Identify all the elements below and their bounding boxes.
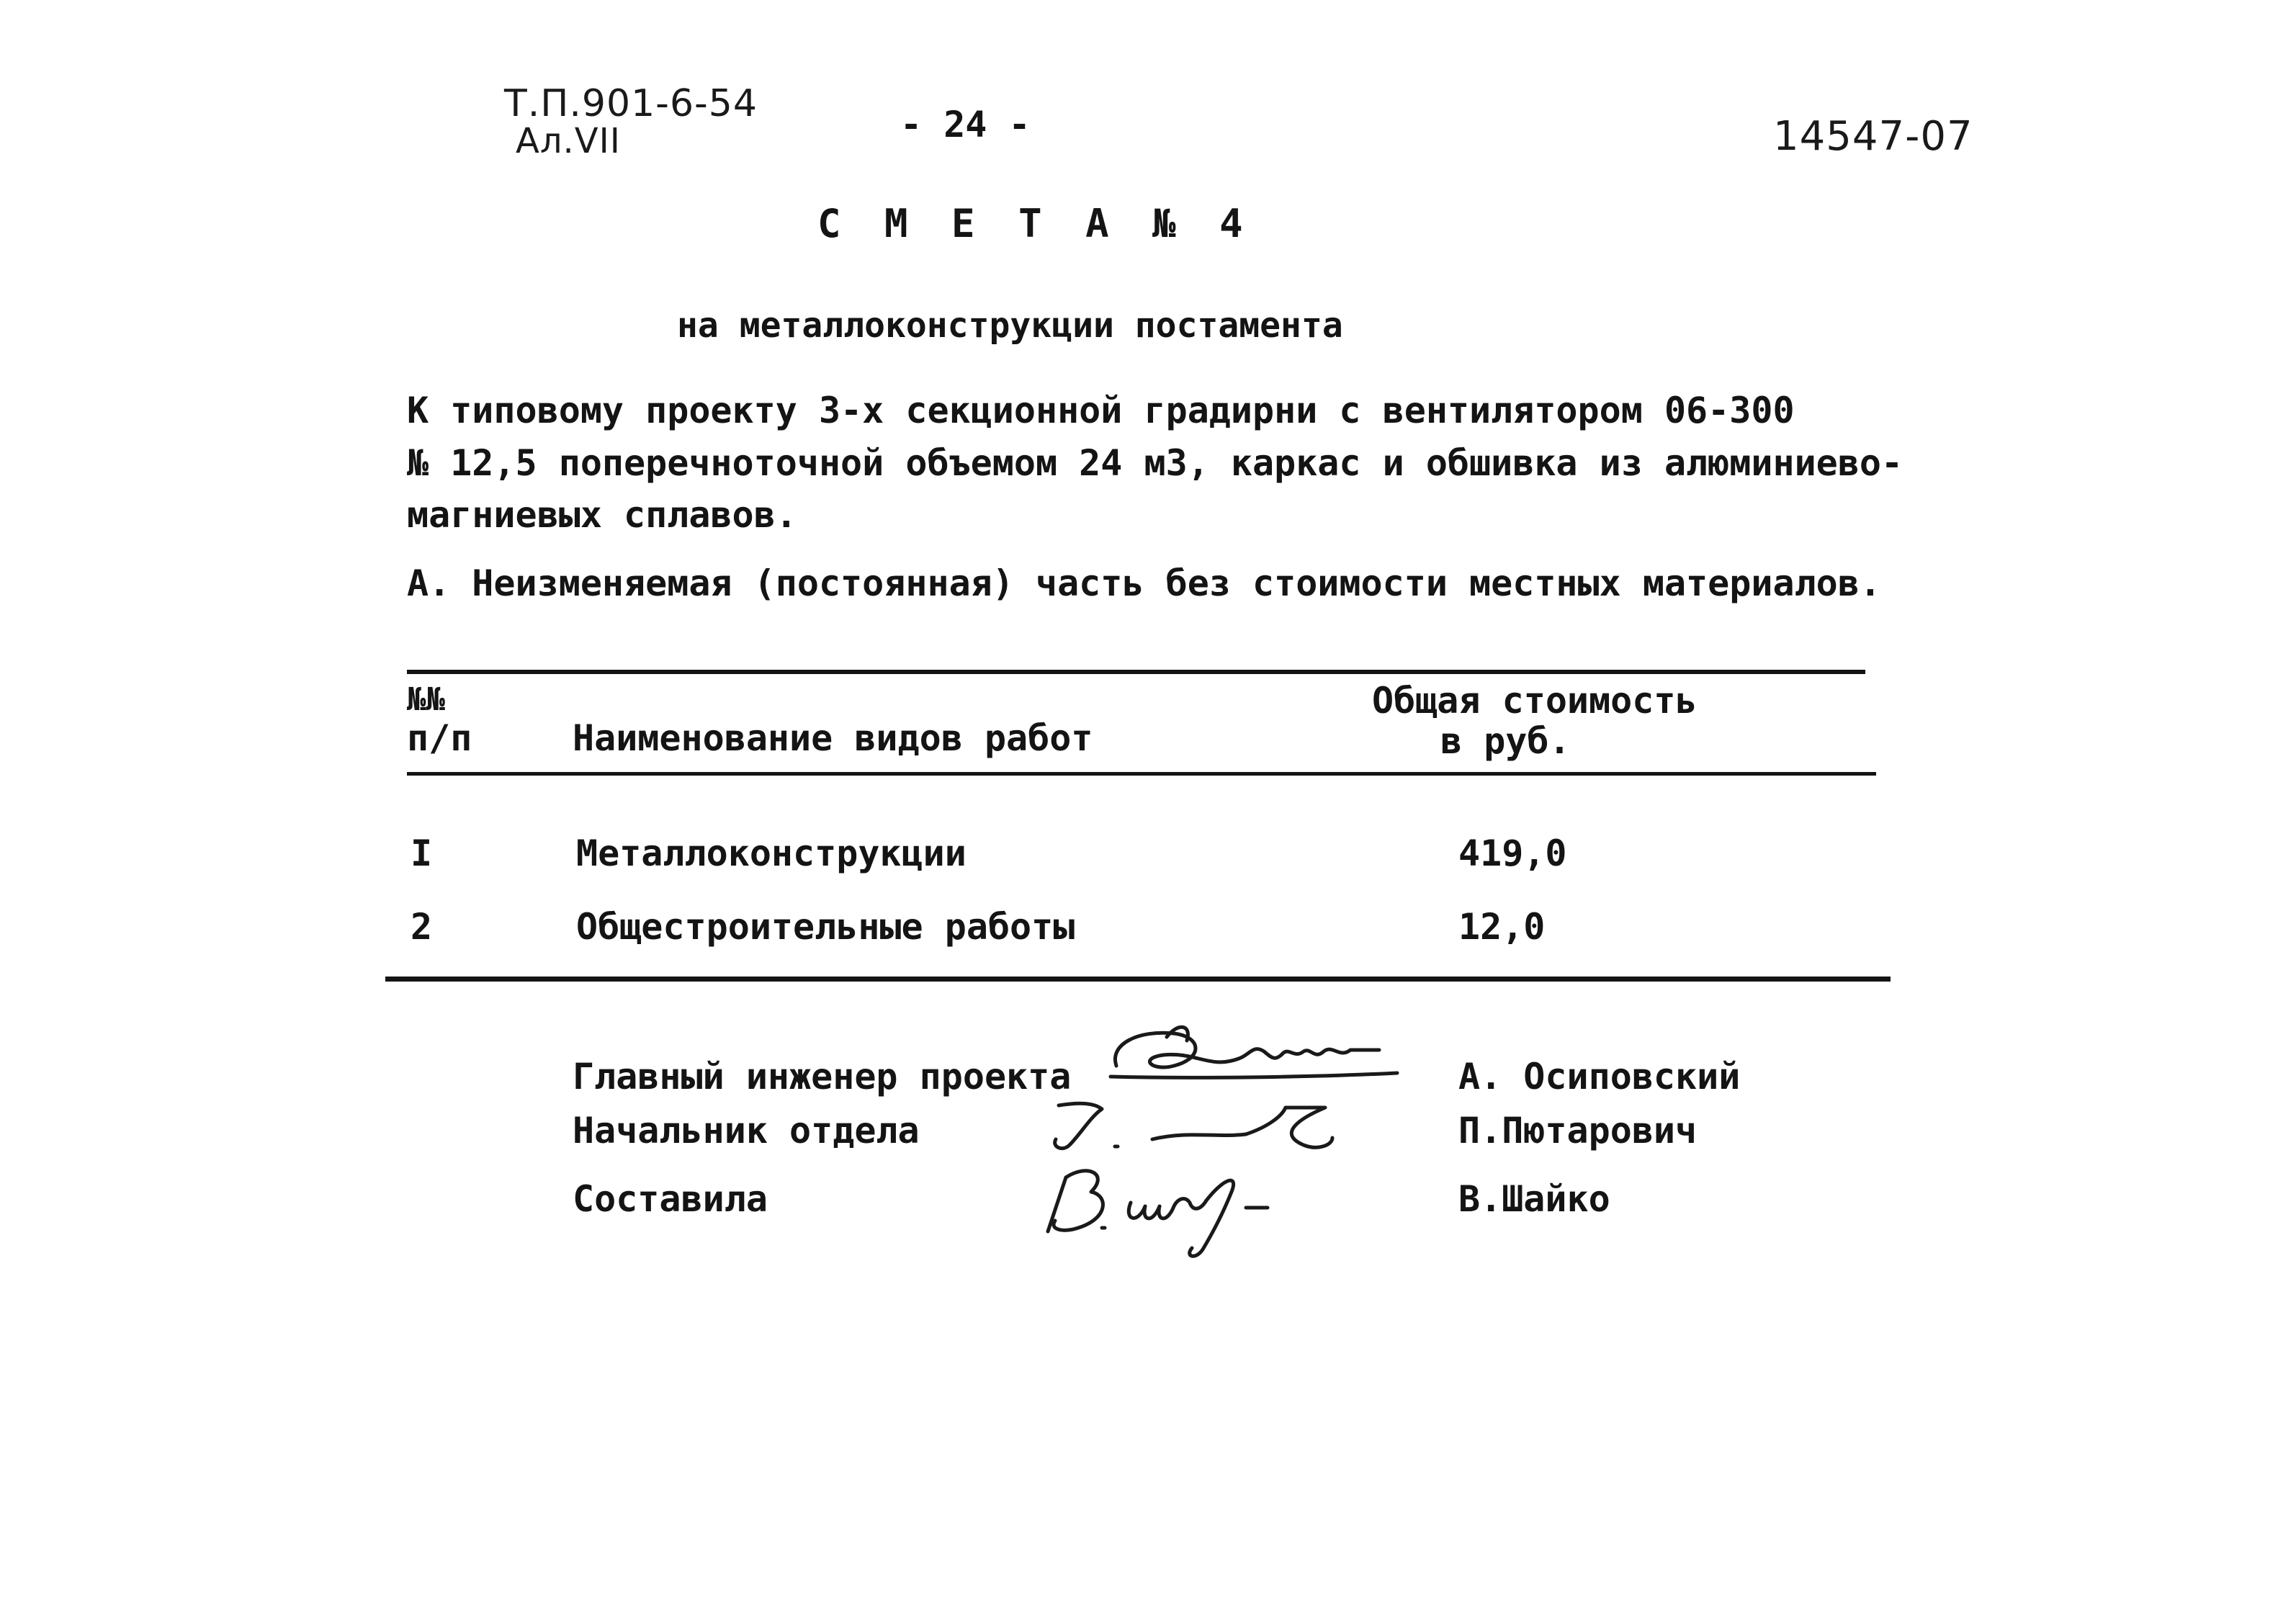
doc-ref-line1: Т.П.901-6-54 [504, 82, 758, 125]
signature-chief-engineer [1095, 1015, 1412, 1102]
description-line-3: магниевых сплавов. [407, 494, 797, 536]
row-work-name: Металлоконструкции [576, 832, 967, 874]
signer-role: Главный инженер проекта [573, 1056, 1072, 1097]
document-title: С М Е Т А № 4 [817, 201, 1253, 246]
doc-ref-line2: Ал.VII [516, 121, 621, 161]
row-number: 2 [411, 906, 433, 948]
signer-name: П.Пютарович [1458, 1110, 1698, 1152]
signer-role: Составила [573, 1178, 768, 1220]
header-cost-line1: Общая стоимость [1372, 680, 1698, 722]
row-cost: 12,0 [1458, 906, 1546, 948]
table-header-rule [407, 772, 1876, 776]
inventory-number: 14547-07 [1773, 113, 1973, 160]
row-number: I [411, 832, 433, 874]
signature-compiler [1030, 1149, 1289, 1264]
table-top-rule [407, 670, 1865, 674]
header-name: Наименование видов работ [573, 717, 1093, 759]
header-cost-line2: в руб. [1440, 720, 1571, 762]
header-num-line2: п/п [407, 717, 472, 759]
signer-name: В.Шайко [1458, 1178, 1610, 1220]
signer-role: Начальник отдела [573, 1110, 920, 1152]
page-number: - 24 - [900, 104, 1031, 145]
row-work-name: Общестроительные работы [576, 906, 1075, 948]
signer-name: А. Осиповский [1458, 1056, 1741, 1097]
section-a-heading: А. Неизменяемая (постоянная) часть без стоимости местных материалов. [407, 562, 1881, 604]
row-cost: 419,0 [1458, 832, 1567, 874]
description-line-1: К типовому проекту 3-х секционной градирни с вентилятором 06-300 [407, 390, 1795, 431]
description-line-2: № 12,5 поперечноточной объемом 24 м3, каркас и обшивка из алюминиево- [407, 442, 1903, 484]
document-subtitle: на металлоконструкции постамента [677, 305, 1343, 346]
table-bottom-rule [385, 977, 1891, 982]
header-num-line1: №№ [407, 681, 445, 718]
